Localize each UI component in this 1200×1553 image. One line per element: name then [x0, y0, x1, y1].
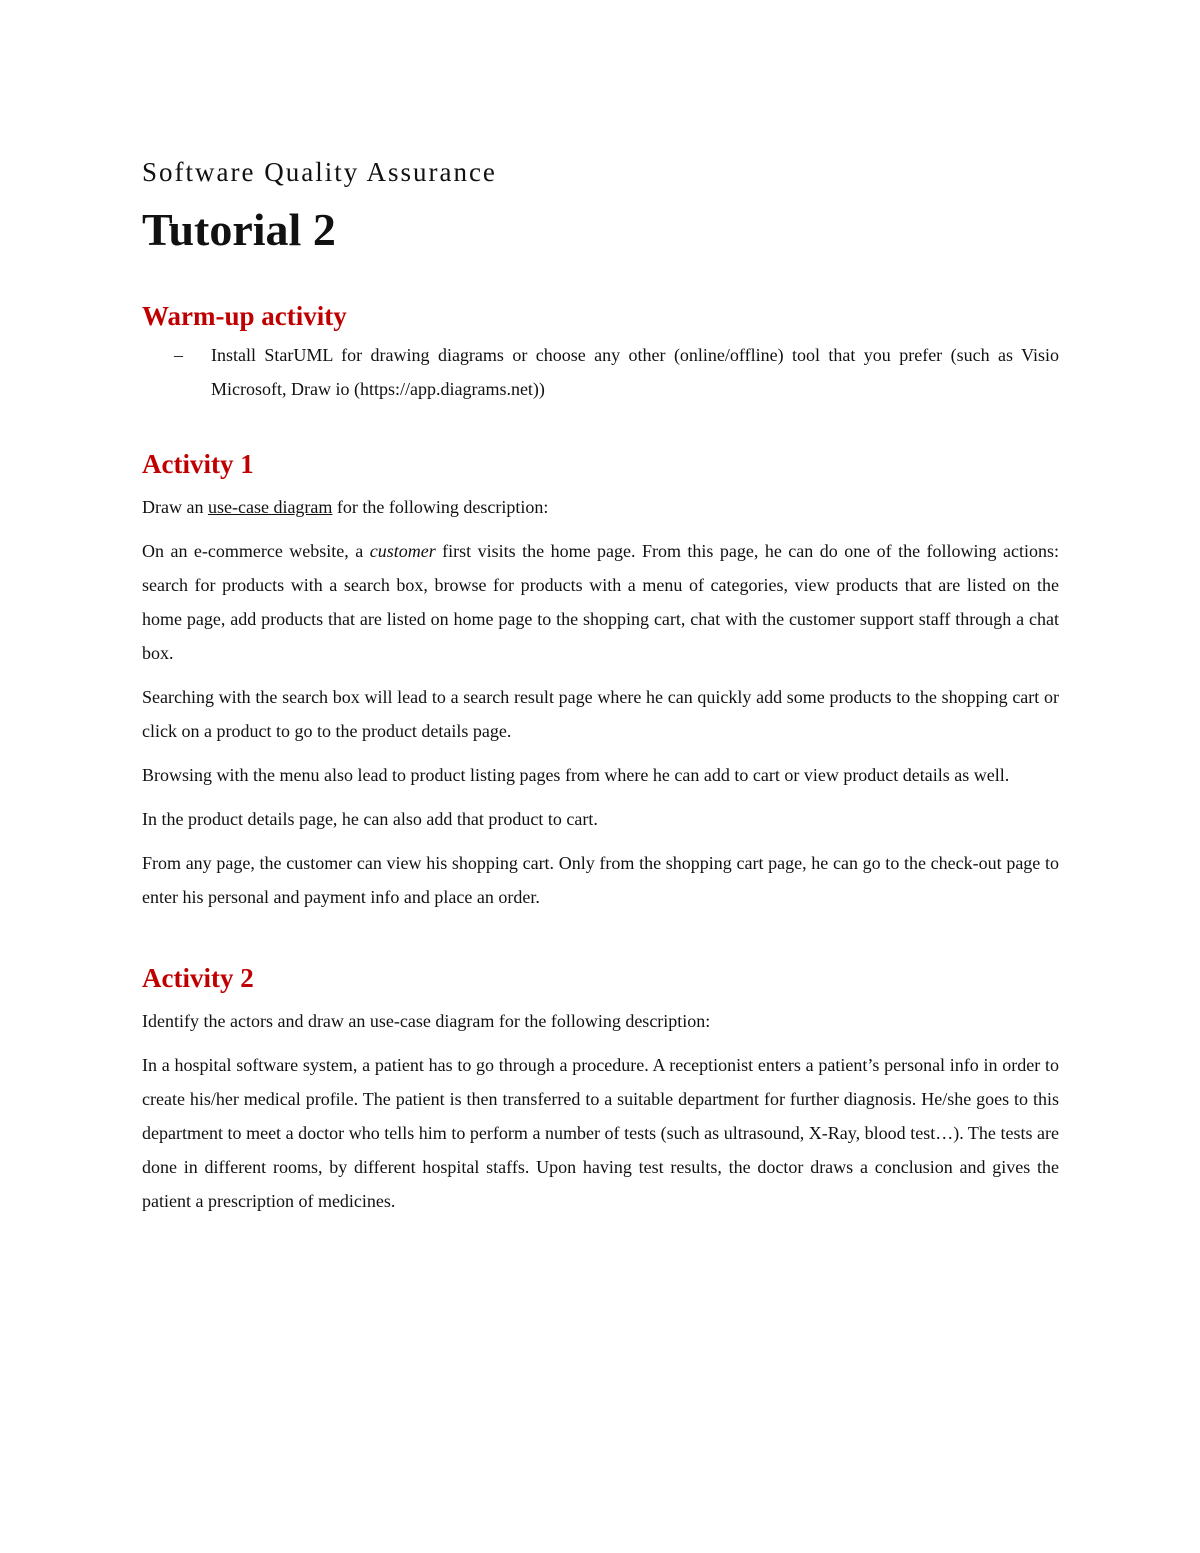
- warmup-bullet-item: [142, 338, 1059, 406]
- activity2-intro: Identify the actors and draw an use-case diagram for the following description:: [142, 1011, 711, 1031]
- activity2-paragraph-1: In a hospital software system, a patient has to go through a procedure. A receptionist enters a patient’s personal info in order to create his/her medical profile. The patient is then transferred to a suitable department for further diagnosis. He/she goes to this department to meet a doctor who tells him to perform a number of tests (such as ultrasound, X-Ray, blood test…). The tests are done in different rooms, by different hospital staffs. Upon having test results, the doctor draws a conclusion and gives the patient a prescription of medicines.: [142, 1055, 1059, 1211]
- activity2-heading: Activity 2: [142, 963, 254, 993]
- activity1-paragraph-2: Searching with the search box will lead to a search result page where he can quickly add some products to the shopping cart or click on a product to go to the product details page.: [142, 687, 1059, 741]
- activity1-intro: [142, 490, 1059, 524]
- activity1-p1-suffix: first visits the home page. From this page, he can do one of the following actions: search for products with a search box, browse for products with a menu of categories, view products that are listed on the home page, add products that are listed on home page to the shopping cart, chat with the customer support staff through a chat box.: [142, 541, 1059, 663]
- use-case-diagram-term: use-case diagram: [207, 497, 333, 517]
- document-body: [142, 150, 1059, 1218]
- activity1-paragraph-4: In the product details page, he can also add that product to cart.: [142, 809, 598, 829]
- activity1-paragraph-1: [142, 534, 1059, 670]
- warmup-bullet-text: Install StarUML for drawing diagrams or choose any other (online/offline) tool that you prefer (such as Visio Microsoft, Draw io (https://app.diagrams.net)): [211, 345, 1059, 399]
- activity1-heading: Activity 1: [142, 449, 254, 479]
- activity1-intro-suffix: for the following description:: [332, 497, 549, 517]
- activity1-paragraph-3: Browsing with the menu also lead to product listing pages from where he can add to cart or view product details as well.: [142, 765, 1010, 785]
- dash-bullet-icon: –: [174, 345, 183, 365]
- activity1-intro-prefix: Draw an: [142, 497, 208, 517]
- activity1-p1-prefix: On an e-commerce website, a: [142, 541, 370, 561]
- activity1-paragraph-5: From any page, the customer can view his shopping cart. Only from the shopping cart page, he can go to the check-out page to enter his personal and payment info and place an order.: [142, 853, 1059, 907]
- warmup-heading: Warm-up activity: [142, 301, 347, 331]
- course-subject: Software Quality Assurance: [142, 157, 497, 187]
- customer-term: customer: [369, 541, 436, 561]
- document-title: Tutorial 2: [142, 204, 336, 255]
